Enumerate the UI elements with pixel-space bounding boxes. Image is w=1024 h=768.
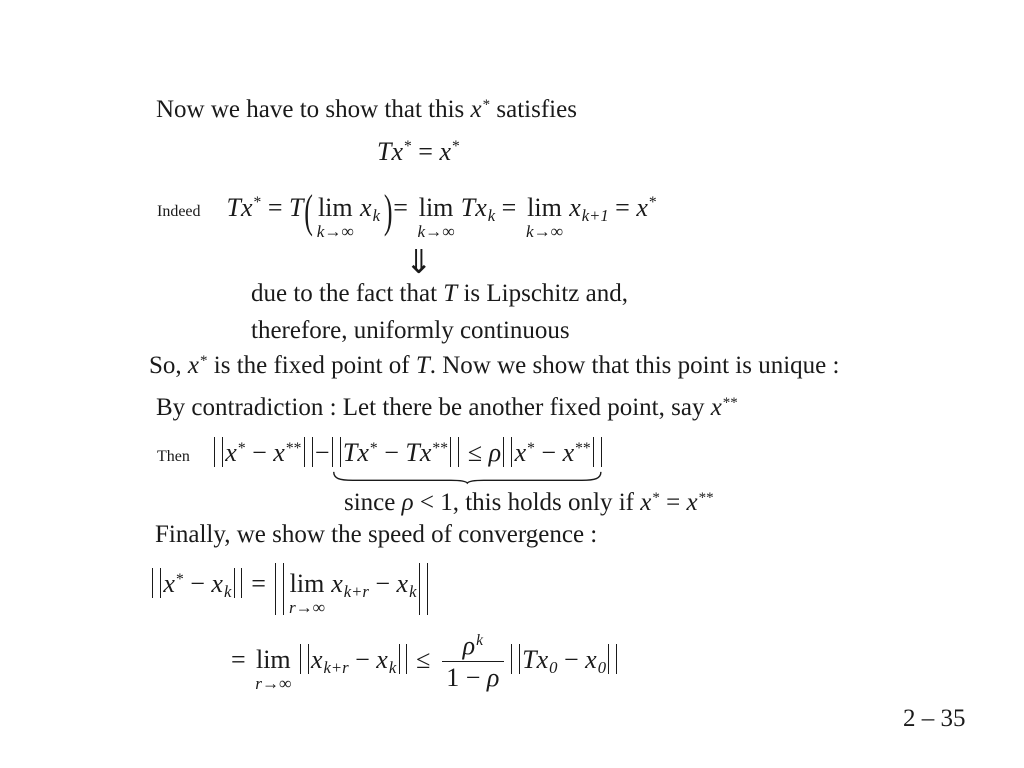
math-sup: ** <box>285 439 302 457</box>
math-t: − <box>377 438 406 468</box>
math-t: So, <box>149 352 188 379</box>
math-t: is Lipschitz and, <box>457 280 629 307</box>
math-sup: * <box>237 439 246 457</box>
math-i: x <box>310 644 323 674</box>
math-t: due to the fact that <box>251 280 444 307</box>
math-lim <box>526 195 563 240</box>
math-sub: k <box>409 581 417 601</box>
math-t: = <box>659 489 687 516</box>
math-lim-under: k→∞ <box>316 222 354 242</box>
math-t: = <box>261 193 289 222</box>
math-t: = <box>608 193 637 222</box>
row-then <box>157 437 604 468</box>
math-bigr: ) <box>383 185 393 238</box>
math-i: Tx <box>226 193 253 222</box>
math-i: x <box>640 489 652 516</box>
math-lim-word: lim <box>527 193 562 223</box>
line-intro <box>156 96 577 124</box>
math-t: − <box>534 438 563 468</box>
math-sup: * <box>404 138 412 156</box>
line-fixed-point-unique <box>149 352 839 380</box>
math-t: − <box>368 569 397 599</box>
math-lim <box>289 571 325 616</box>
math-t: = <box>231 644 253 674</box>
equation-uniqueness <box>212 437 604 468</box>
math-i: x <box>710 394 722 421</box>
math-i: T <box>443 280 458 307</box>
math-i: x <box>585 644 597 674</box>
math-lim-under: r→∞ <box>288 598 326 618</box>
math-sub: k <box>223 581 232 601</box>
math-sub: k+r <box>343 581 369 601</box>
math-norm <box>593 437 602 467</box>
math-lim-word: lim <box>255 645 291 675</box>
math-t: = <box>393 193 415 222</box>
math-sup: * <box>253 194 262 212</box>
math-lim-under: r→∞ <box>255 674 292 694</box>
row-indeed <box>157 185 657 242</box>
math-norm <box>399 644 408 674</box>
math-t: ≤ <box>461 438 489 468</box>
math-i: x <box>273 438 285 468</box>
equation-speed-2 <box>231 632 619 692</box>
math-t: is the fixed point of <box>207 352 416 379</box>
math-t: < 1, this holds only if <box>413 489 641 516</box>
math-t: − <box>245 438 274 468</box>
math-i: x <box>470 96 482 123</box>
math-norm <box>332 437 341 467</box>
math-sub: k <box>487 205 496 225</box>
math-i: x <box>439 137 452 166</box>
math-i: x <box>686 489 698 516</box>
math-norm <box>511 644 520 674</box>
math-lim-word: lim <box>317 193 353 223</box>
math-i: x <box>187 352 200 379</box>
math-t: 1 − <box>446 663 487 693</box>
math-lim-under: k→∞ <box>417 222 455 242</box>
math-frac-bar <box>442 661 505 662</box>
equation-indeed <box>226 185 657 242</box>
math-i: Tx <box>522 644 549 674</box>
math-t: − <box>314 438 330 468</box>
math-sup: * <box>175 570 184 588</box>
math-t: ≤ <box>409 644 437 674</box>
math-norm <box>234 568 243 598</box>
math-sup: ** <box>432 439 448 457</box>
line-by-contradiction <box>156 394 738 422</box>
math-lim <box>418 195 455 240</box>
equation-fixed-point <box>377 137 460 167</box>
math-bigl: ( <box>304 185 313 238</box>
math-norm <box>503 437 512 467</box>
math-norm <box>152 568 161 598</box>
math-norm <box>214 437 223 467</box>
implies-down-arrow-icon: ⇓ <box>405 242 433 281</box>
math-i: T <box>415 352 430 379</box>
math-i: x <box>211 569 223 599</box>
math-sub: k <box>372 205 380 225</box>
then-label: Then <box>157 448 190 466</box>
math-norm <box>275 563 284 615</box>
line-finally: Finally, we show the speed of convergence : <box>155 521 598 548</box>
math-sup: * <box>200 352 208 369</box>
math-t: − <box>557 644 586 674</box>
math-sub: k+1 <box>581 205 609 225</box>
math-i: Tx <box>460 193 487 222</box>
equation-speed-1 <box>150 563 430 617</box>
math-i: ρ <box>486 663 500 693</box>
math-i: x <box>569 193 581 222</box>
math-sup: * <box>648 194 657 212</box>
math-i: x <box>331 569 343 599</box>
line-since-rho <box>344 489 714 517</box>
math-ub-content <box>330 438 605 467</box>
math-sup: * <box>482 96 491 113</box>
math-lim <box>255 647 291 692</box>
math-i: Tx <box>405 438 432 468</box>
math-frac <box>442 632 505 692</box>
math-lim-word: lim <box>289 569 325 599</box>
math-t: since <box>344 489 402 516</box>
underbrace-icon <box>331 471 604 484</box>
math-t: = <box>244 569 273 599</box>
math-lim-under: k→∞ <box>525 222 563 242</box>
math-norm <box>419 563 428 615</box>
math-i: x <box>360 193 372 222</box>
math-i: Tx <box>342 438 369 468</box>
math-sub: 0 <box>549 657 558 677</box>
math-sup: * <box>652 489 660 506</box>
math-t: By contradiction : Let there be another fixed point, say <box>156 394 711 421</box>
math-i: ρ <box>462 631 476 660</box>
math-sup: ** <box>722 394 738 411</box>
math-norm <box>300 644 309 674</box>
page-number: 2 – 35 <box>903 705 966 732</box>
math-norm <box>450 437 459 467</box>
math-norm <box>304 437 313 467</box>
math-sup: * <box>527 439 535 457</box>
math-ub <box>330 437 605 468</box>
math-i: T <box>289 193 304 222</box>
math-sup: * <box>452 138 460 156</box>
math-t: = <box>495 193 523 222</box>
math-lim <box>317 195 354 240</box>
math-lim-word: lim <box>418 193 454 223</box>
math-sup: ** <box>575 439 591 457</box>
math-i: x <box>163 569 175 599</box>
math-i: x <box>396 569 409 599</box>
line-uniformly-continuous: therefore, uniformly continuous <box>251 317 570 344</box>
math-t: . Now we show that this point is unique : <box>429 352 840 379</box>
math-frac-den <box>442 664 505 691</box>
math-i: x <box>562 438 575 468</box>
math-sub: 0 <box>597 657 606 677</box>
math-norm <box>608 644 617 674</box>
math-sup: * <box>369 439 378 457</box>
math-isup: k <box>476 632 484 650</box>
math-i: x <box>376 644 388 674</box>
math-i: x <box>514 438 527 468</box>
math-sub: k <box>388 657 397 677</box>
math-sub: k+r <box>323 657 349 677</box>
math-t: = <box>411 137 440 166</box>
line-lipschitz <box>251 280 628 308</box>
math-sup: ** <box>698 489 714 506</box>
math-t: satisfies <box>490 96 577 123</box>
math-i: x <box>636 193 648 222</box>
math-i: ρ <box>401 489 414 516</box>
math-t: − <box>183 569 212 599</box>
math-i: ρ <box>488 438 502 468</box>
math-i: Tx <box>377 137 403 166</box>
math-t: Now we have to show that this <box>156 96 471 123</box>
math-t: − <box>348 644 377 674</box>
indeed-label: Indeed <box>157 203 201 220</box>
math-frac-num <box>458 632 488 659</box>
math-i: x <box>225 438 237 468</box>
